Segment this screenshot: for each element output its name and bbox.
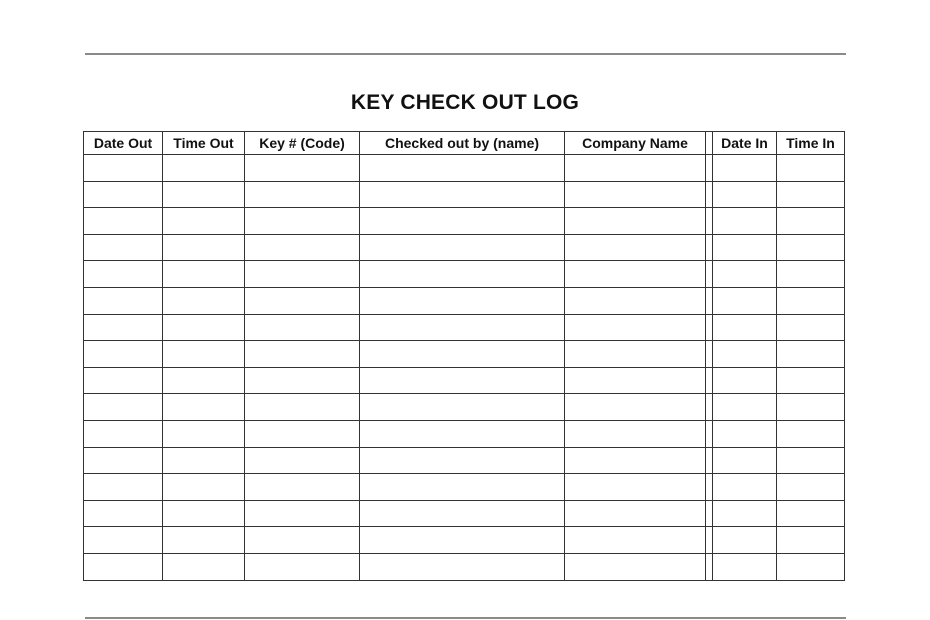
date-in-cell	[713, 553, 777, 580]
column-header-date-in: Date In	[713, 132, 777, 155]
divider-cell	[706, 420, 713, 447]
column-header-key-code: Key # (Code)	[245, 132, 360, 155]
date-in-cell	[713, 420, 777, 447]
time-out-cell	[163, 474, 245, 501]
date-in-cell	[713, 155, 777, 182]
table-row	[84, 314, 845, 341]
time-out-cell	[163, 314, 245, 341]
company-name-cell	[565, 527, 706, 554]
key-code-cell	[245, 394, 360, 421]
table-row	[84, 155, 845, 182]
time-in-cell	[777, 367, 845, 394]
divider-cell	[706, 474, 713, 501]
company-name-cell	[565, 314, 706, 341]
time-out-cell	[163, 208, 245, 235]
table-row	[84, 367, 845, 394]
table-row	[84, 447, 845, 474]
table-row	[84, 553, 845, 580]
company-name-cell	[565, 181, 706, 208]
table-row	[84, 394, 845, 421]
checked-out-by-cell	[360, 314, 565, 341]
divider-cell	[706, 527, 713, 554]
time-out-cell	[163, 527, 245, 554]
table-row	[84, 474, 845, 501]
date-out-cell	[84, 447, 163, 474]
time-in-cell	[777, 181, 845, 208]
company-name-cell	[565, 420, 706, 447]
table-row	[84, 527, 845, 554]
divider-cell	[706, 341, 713, 368]
key-code-cell	[245, 367, 360, 394]
date-out-cell	[84, 527, 163, 554]
date-in-cell	[713, 287, 777, 314]
checked-out-by-cell	[360, 181, 565, 208]
company-name-cell	[565, 447, 706, 474]
time-out-cell	[163, 420, 245, 447]
key-code-cell	[245, 314, 360, 341]
key-code-cell	[245, 553, 360, 580]
checked-out-by-cell	[360, 367, 565, 394]
date-out-cell	[84, 553, 163, 580]
key-code-cell	[245, 155, 360, 182]
key-code-cell	[245, 500, 360, 527]
top-rule	[85, 53, 846, 55]
time-in-cell	[777, 553, 845, 580]
key-code-cell	[245, 420, 360, 447]
date-in-cell	[713, 394, 777, 421]
header-row	[84, 132, 845, 155]
checked-out-by-cell	[360, 474, 565, 501]
divider-cell	[706, 367, 713, 394]
time-in-cell	[777, 261, 845, 288]
company-name-cell	[565, 553, 706, 580]
checked-out-by-cell	[360, 447, 565, 474]
company-name-cell	[565, 261, 706, 288]
date-out-cell	[84, 155, 163, 182]
time-out-cell	[163, 447, 245, 474]
date-out-cell	[84, 500, 163, 527]
date-in-cell	[713, 500, 777, 527]
company-name-cell	[565, 367, 706, 394]
company-name-cell	[565, 234, 706, 261]
table-row	[84, 420, 845, 447]
column-header-checked-out-by: Checked out by (name)	[360, 132, 565, 155]
key-code-cell	[245, 287, 360, 314]
date-in-cell	[713, 341, 777, 368]
key-log-table	[83, 131, 845, 581]
time-in-cell	[777, 287, 845, 314]
time-in-cell	[777, 474, 845, 501]
company-name-cell	[565, 155, 706, 182]
time-in-cell	[777, 341, 845, 368]
date-out-cell	[84, 287, 163, 314]
company-name-cell	[565, 394, 706, 421]
date-in-cell	[713, 208, 777, 235]
time-out-cell	[163, 261, 245, 288]
table-row	[84, 261, 845, 288]
bottom-rule	[85, 617, 846, 619]
date-in-cell	[713, 234, 777, 261]
divider-cell	[706, 314, 713, 341]
time-out-cell	[163, 287, 245, 314]
time-out-cell	[163, 234, 245, 261]
column-header-time-in: Time In	[777, 132, 845, 155]
table-row	[84, 500, 845, 527]
date-out-cell	[84, 420, 163, 447]
table-row	[84, 287, 845, 314]
time-in-cell	[777, 447, 845, 474]
table-row	[84, 208, 845, 235]
checked-out-by-cell	[360, 420, 565, 447]
time-out-cell	[163, 553, 245, 580]
time-in-cell	[777, 314, 845, 341]
date-out-cell	[84, 314, 163, 341]
checked-out-by-cell	[360, 394, 565, 421]
divider-cell	[706, 394, 713, 421]
company-name-cell	[565, 500, 706, 527]
key-code-cell	[245, 527, 360, 554]
divider-cell	[706, 447, 713, 474]
company-name-cell	[565, 341, 706, 368]
date-out-cell	[84, 394, 163, 421]
divider-cell	[706, 500, 713, 527]
date-out-cell	[84, 181, 163, 208]
date-in-cell	[713, 367, 777, 394]
time-in-cell	[777, 234, 845, 261]
date-out-cell	[84, 367, 163, 394]
divider-cell	[706, 155, 713, 182]
time-out-cell	[163, 155, 245, 182]
key-code-cell	[245, 447, 360, 474]
log-body	[84, 155, 845, 581]
checked-out-by-cell	[360, 234, 565, 261]
checked-out-by-cell	[360, 527, 565, 554]
time-out-cell	[163, 341, 245, 368]
time-out-cell	[163, 367, 245, 394]
checked-out-by-cell	[360, 155, 565, 182]
date-out-cell	[84, 474, 163, 501]
company-name-cell	[565, 474, 706, 501]
divider-cell	[706, 553, 713, 580]
key-code-cell	[245, 341, 360, 368]
date-out-cell	[84, 208, 163, 235]
date-out-cell	[84, 341, 163, 368]
column-header-company-name: Company Name	[565, 132, 706, 155]
time-out-cell	[163, 500, 245, 527]
divider-cell	[706, 181, 713, 208]
date-out-cell	[84, 234, 163, 261]
date-in-cell	[713, 314, 777, 341]
column-divider	[706, 132, 713, 155]
date-in-cell	[713, 181, 777, 208]
table-row	[84, 341, 845, 368]
checked-out-by-cell	[360, 261, 565, 288]
column-header-date-out: Date Out	[84, 132, 163, 155]
table-row	[84, 181, 845, 208]
time-in-cell	[777, 394, 845, 421]
checked-out-by-cell	[360, 208, 565, 235]
time-in-cell	[777, 500, 845, 527]
key-code-cell	[245, 234, 360, 261]
time-in-cell	[777, 208, 845, 235]
time-in-cell	[777, 155, 845, 182]
time-in-cell	[777, 527, 845, 554]
checked-out-by-cell	[360, 553, 565, 580]
date-in-cell	[713, 447, 777, 474]
date-in-cell	[713, 261, 777, 288]
date-in-cell	[713, 527, 777, 554]
table-row	[84, 234, 845, 261]
checked-out-by-cell	[360, 341, 565, 368]
divider-cell	[706, 234, 713, 261]
divider-cell	[706, 208, 713, 235]
time-out-cell	[163, 181, 245, 208]
column-header-time-out: Time Out	[163, 132, 245, 155]
page-title: KEY CHECK OUT LOG	[350, 91, 580, 114]
checked-out-by-cell	[360, 500, 565, 527]
key-code-cell	[245, 208, 360, 235]
key-code-cell	[245, 474, 360, 501]
time-out-cell	[163, 394, 245, 421]
divider-cell	[706, 261, 713, 288]
date-in-cell	[713, 474, 777, 501]
divider-cell	[706, 287, 713, 314]
date-out-cell	[84, 261, 163, 288]
time-in-cell	[777, 420, 845, 447]
checked-out-by-cell	[360, 287, 565, 314]
key-code-cell	[245, 261, 360, 288]
key-code-cell	[245, 181, 360, 208]
company-name-cell	[565, 208, 706, 235]
company-name-cell	[565, 287, 706, 314]
